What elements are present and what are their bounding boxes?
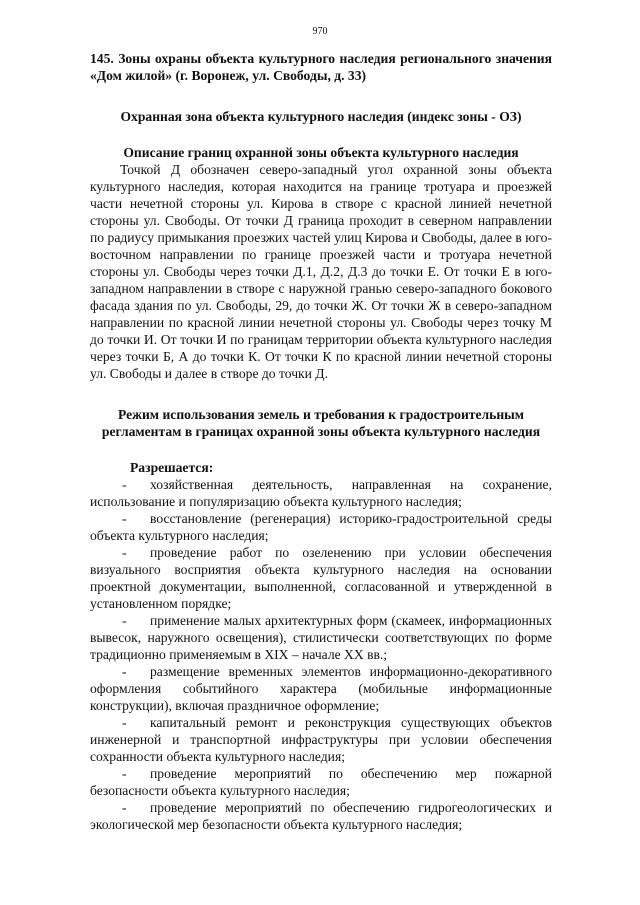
- list-item-text: проведение работ по озеленению при условии обеспечения визуального восприятия объекта культурного наследия на основании проектной документации, выполненной, согласованной и утвержденной в установленном порядке;: [90, 545, 552, 611]
- list-item-text: проведение мероприятий по обеспечению гидрогеологических и экологической мер безопасности объекта культурного наследия;: [90, 800, 552, 832]
- mode-title-line-1: Режим использования земель и требования к градостроительным: [117, 407, 525, 422]
- list-item: [90, 544, 552, 612]
- document-content: [90, 50, 552, 833]
- allowed-list: [90, 476, 552, 833]
- list-dash: -: [122, 715, 127, 730]
- allowed-label: Разрешается:: [130, 460, 214, 475]
- main-title-line-1: 145. Зоны охраны объекта культурного наследия регионального значения: [90, 51, 552, 66]
- list-item-text: применение малых архитектурных форм (скамеек, информационных вывесок, наружного освещения), стилистически соответствующих по форме традиционно применяемым в XIX – начале XX вв.;: [90, 613, 552, 662]
- list-item: [90, 663, 552, 714]
- page-number: 970: [312, 26, 328, 37]
- list-dash: -: [122, 664, 127, 679]
- list-item: [90, 510, 552, 544]
- list-item-text: размещение временных элементов информационно-декоративного оформления событийного характера (мобильные информационные конструкции), включая праздничное оформление;: [90, 664, 552, 713]
- list-item: [90, 799, 552, 833]
- list-dash: -: [122, 545, 127, 560]
- list-item-text: капитальный ремонт и реконструкция существующих объектов инженерной и транспортной инфраструктуры при условии обеспечения сохранности объекта культурного наследия;: [90, 715, 552, 764]
- list-item-text: проведение мероприятий по обеспечению мер пожарной безопасности объекта культурного наследия;: [90, 766, 552, 798]
- list-dash: -: [122, 613, 127, 628]
- list-dash: -: [122, 511, 127, 526]
- mode-title-line-2: регламентам в границах охранной зоны объекта культурного наследия: [101, 424, 541, 439]
- main-title-line-2: «Дом жилой» (г. Воронеж, ул. Свободы, д. 33): [90, 68, 367, 83]
- zone-title: Охранная зона объекта культурного наследия (индекс зоны - ОЗ): [120, 109, 522, 124]
- list-item: [90, 476, 552, 510]
- list-dash: -: [122, 477, 127, 492]
- mode-title: [90, 406, 552, 440]
- list-item: [90, 714, 552, 765]
- main-title: [90, 50, 552, 84]
- description-title: Описание границ охранной зоны объекта культурного наследия: [123, 145, 519, 160]
- list-dash: -: [122, 766, 127, 781]
- description-paragraph: Точкой Д обозначен северо-западный угол охранной зоны объекта культурного наследия, которая находится на границе тротуара и проезжей части нечетной стороны ул. Кирова в створе с красной линией нечетной стороны ул. Свободы. От точки Д граница проходит в северном направлении по радиусу примыкания проезжих частей улиц Кирова и Свободы, далее в юго-восточном направлении по границе проезжей части и тротуара нечетной стороны ул. Свободы через точки Д.1, Д.2, Д.3 до точки Е. От точки Е в юго-западном направлении в створе с наружной гранью северо-западного бокового фасада здания по ул. Свободы, 29, до точки Ж. От точки Ж в северо-западном направлении по красной линии нечетной стороны ул. Свободы через точку М до точки И. От точки И по границам территории объекта культурного наследия через точки Б, А до точки К. От точки К по красной линии нечетной стороны ул. Свободы и далее в створе до точки Д.: [90, 162, 552, 381]
- list-item-text: хозяйственная деятельность, направленная на сохранение, использование и популяризацию объекта культурного наследия;: [90, 477, 552, 509]
- list-item: [90, 612, 552, 663]
- list-item-text: восстановление (регенерация) историко-градостроительной среды объекта культурного наследия;: [90, 511, 552, 543]
- list-dash: -: [122, 800, 127, 815]
- list-item: [90, 765, 552, 799]
